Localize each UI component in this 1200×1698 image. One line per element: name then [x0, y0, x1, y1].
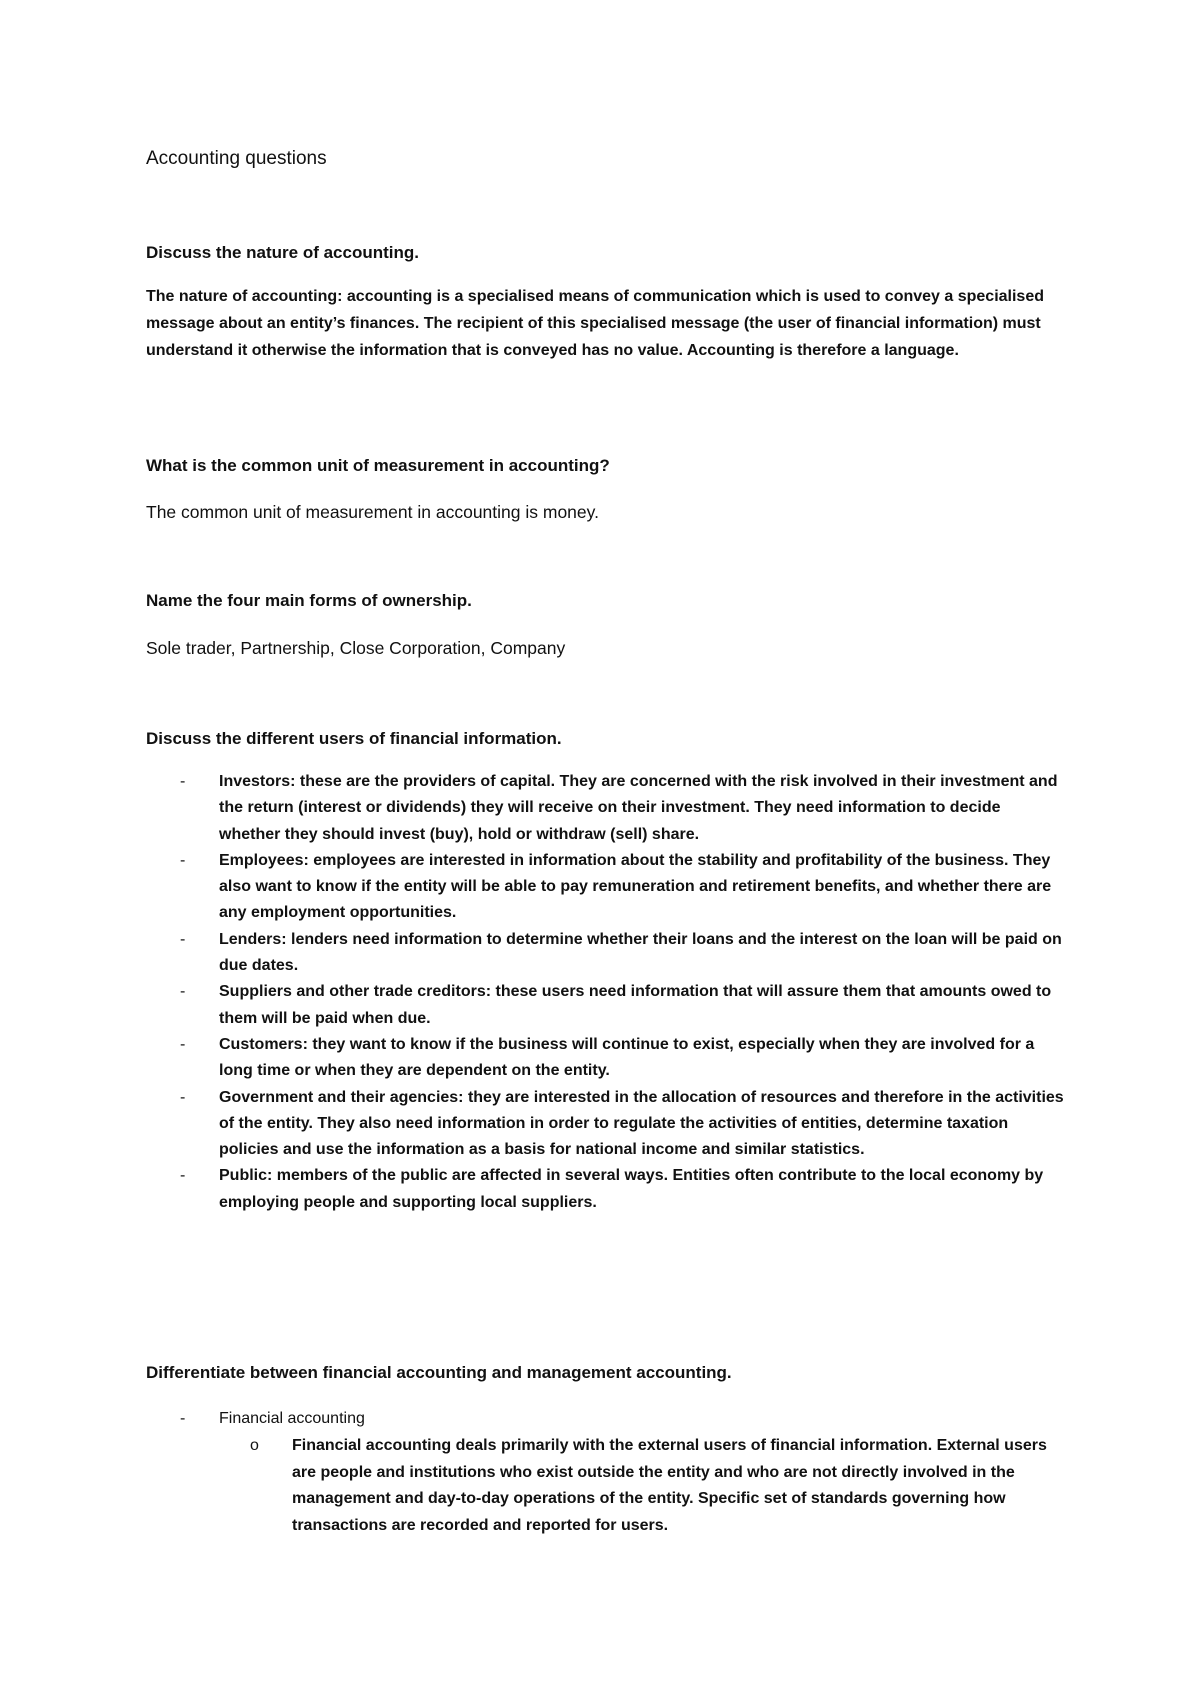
list-item-text: Financial accounting deals primarily with the external users of financial information. External users are people and institutions who exist outside the entity and who are not directly involved in the management and day-to-day operations of the entity. Specific set of standards governing how transactions are recorded and reported for users. — [292, 1437, 1047, 1534]
question-users: Discuss the different users of financial information. — [146, 729, 562, 748]
answer-unit: The common unit of measurement in accounting is money. — [146, 502, 599, 522]
list-item-text: Suppliers and other trade creditors: these users need information that will assure them that amounts owed to them will be paid when due. — [219, 983, 1052, 1027]
answer-ownership: Sole trader, Partnership, Close Corporation, Company — [146, 638, 566, 658]
dash-marker: - — [180, 1088, 186, 1106]
list-item-text: Government and their agencies: they are interested in the allocation of resources and therefore in the activities of the entity. They also need information in order to regulate the activities of entities, determine taxation policies and use the information as a basis for national income and similar statistics. — [219, 1088, 1064, 1159]
dash-marker: - — [180, 851, 186, 869]
list-item-text: Employees: employees are interested in information about the stability and profitability of the business. They also want to know if the entity will be able to pay remuneration and retirement benefits, and whether there are any employment opportunities. — [219, 851, 1052, 922]
users-list — [180, 769, 1065, 1216]
dash-marker: - — [180, 983, 186, 1001]
list-item — [180, 979, 1065, 1032]
differentiate-list — [180, 1406, 1065, 1432]
document-title: Accounting questions — [146, 148, 327, 169]
list-item-text: Public: members of the public are affected in several ways. Entities often contribute to the local economy by employing people and supporting local suppliers. — [219, 1167, 1044, 1211]
question-differentiate: Differentiate between financial accounting and management accounting. — [146, 1363, 732, 1382]
list-item-text: Lenders: lenders need information to determine whether their loans and the interest on the loan will be paid on due dates. — [219, 930, 1062, 975]
list-item — [180, 848, 1065, 927]
list-item — [180, 1085, 1065, 1164]
list-item — [180, 769, 1065, 848]
financial-accounting-sublist — [219, 1433, 1069, 1539]
dash-marker: - — [180, 1167, 186, 1185]
dash-marker: - — [180, 1410, 186, 1427]
dash-marker: - — [180, 930, 186, 948]
circle-marker: o — [250, 1437, 259, 1454]
list-item — [180, 1406, 1065, 1432]
list-item-text: Financial accounting — [219, 1410, 365, 1427]
list-item — [180, 1032, 1065, 1085]
answer-nature: The nature of accounting: accounting is a specialised means of communication which is used to convey a specialised message about an entity’s finances. The recipient of this specialised message (the user of financial information) must understand it otherwise the information that is conveyed has no value. Accounting is therefore a language. — [146, 288, 1044, 359]
question-unit: What is the common unit of measurement in accounting? — [146, 456, 610, 475]
list-item — [180, 1163, 1065, 1216]
list-item-text: Customers: they want to know if the business will continue to exist, especially when they are involved for a long time or when they are dependent on the entity. — [219, 1035, 1035, 1080]
dash-marker: - — [180, 1035, 186, 1053]
list-item — [219, 1433, 1069, 1539]
list-item-text: Investors: these are the providers of capital. They are concerned with the risk involved in their investment and the return (interest or dividends) they will receive on their investment. They need information to decide whether they should invest (buy), hold or withdraw (sell) share. — [219, 773, 1058, 843]
question-ownership: Name the four main forms of ownership. — [146, 591, 472, 610]
question-nature: Discuss the nature of accounting. — [146, 243, 419, 262]
list-item — [180, 927, 1065, 980]
dash-marker: - — [180, 773, 186, 790]
